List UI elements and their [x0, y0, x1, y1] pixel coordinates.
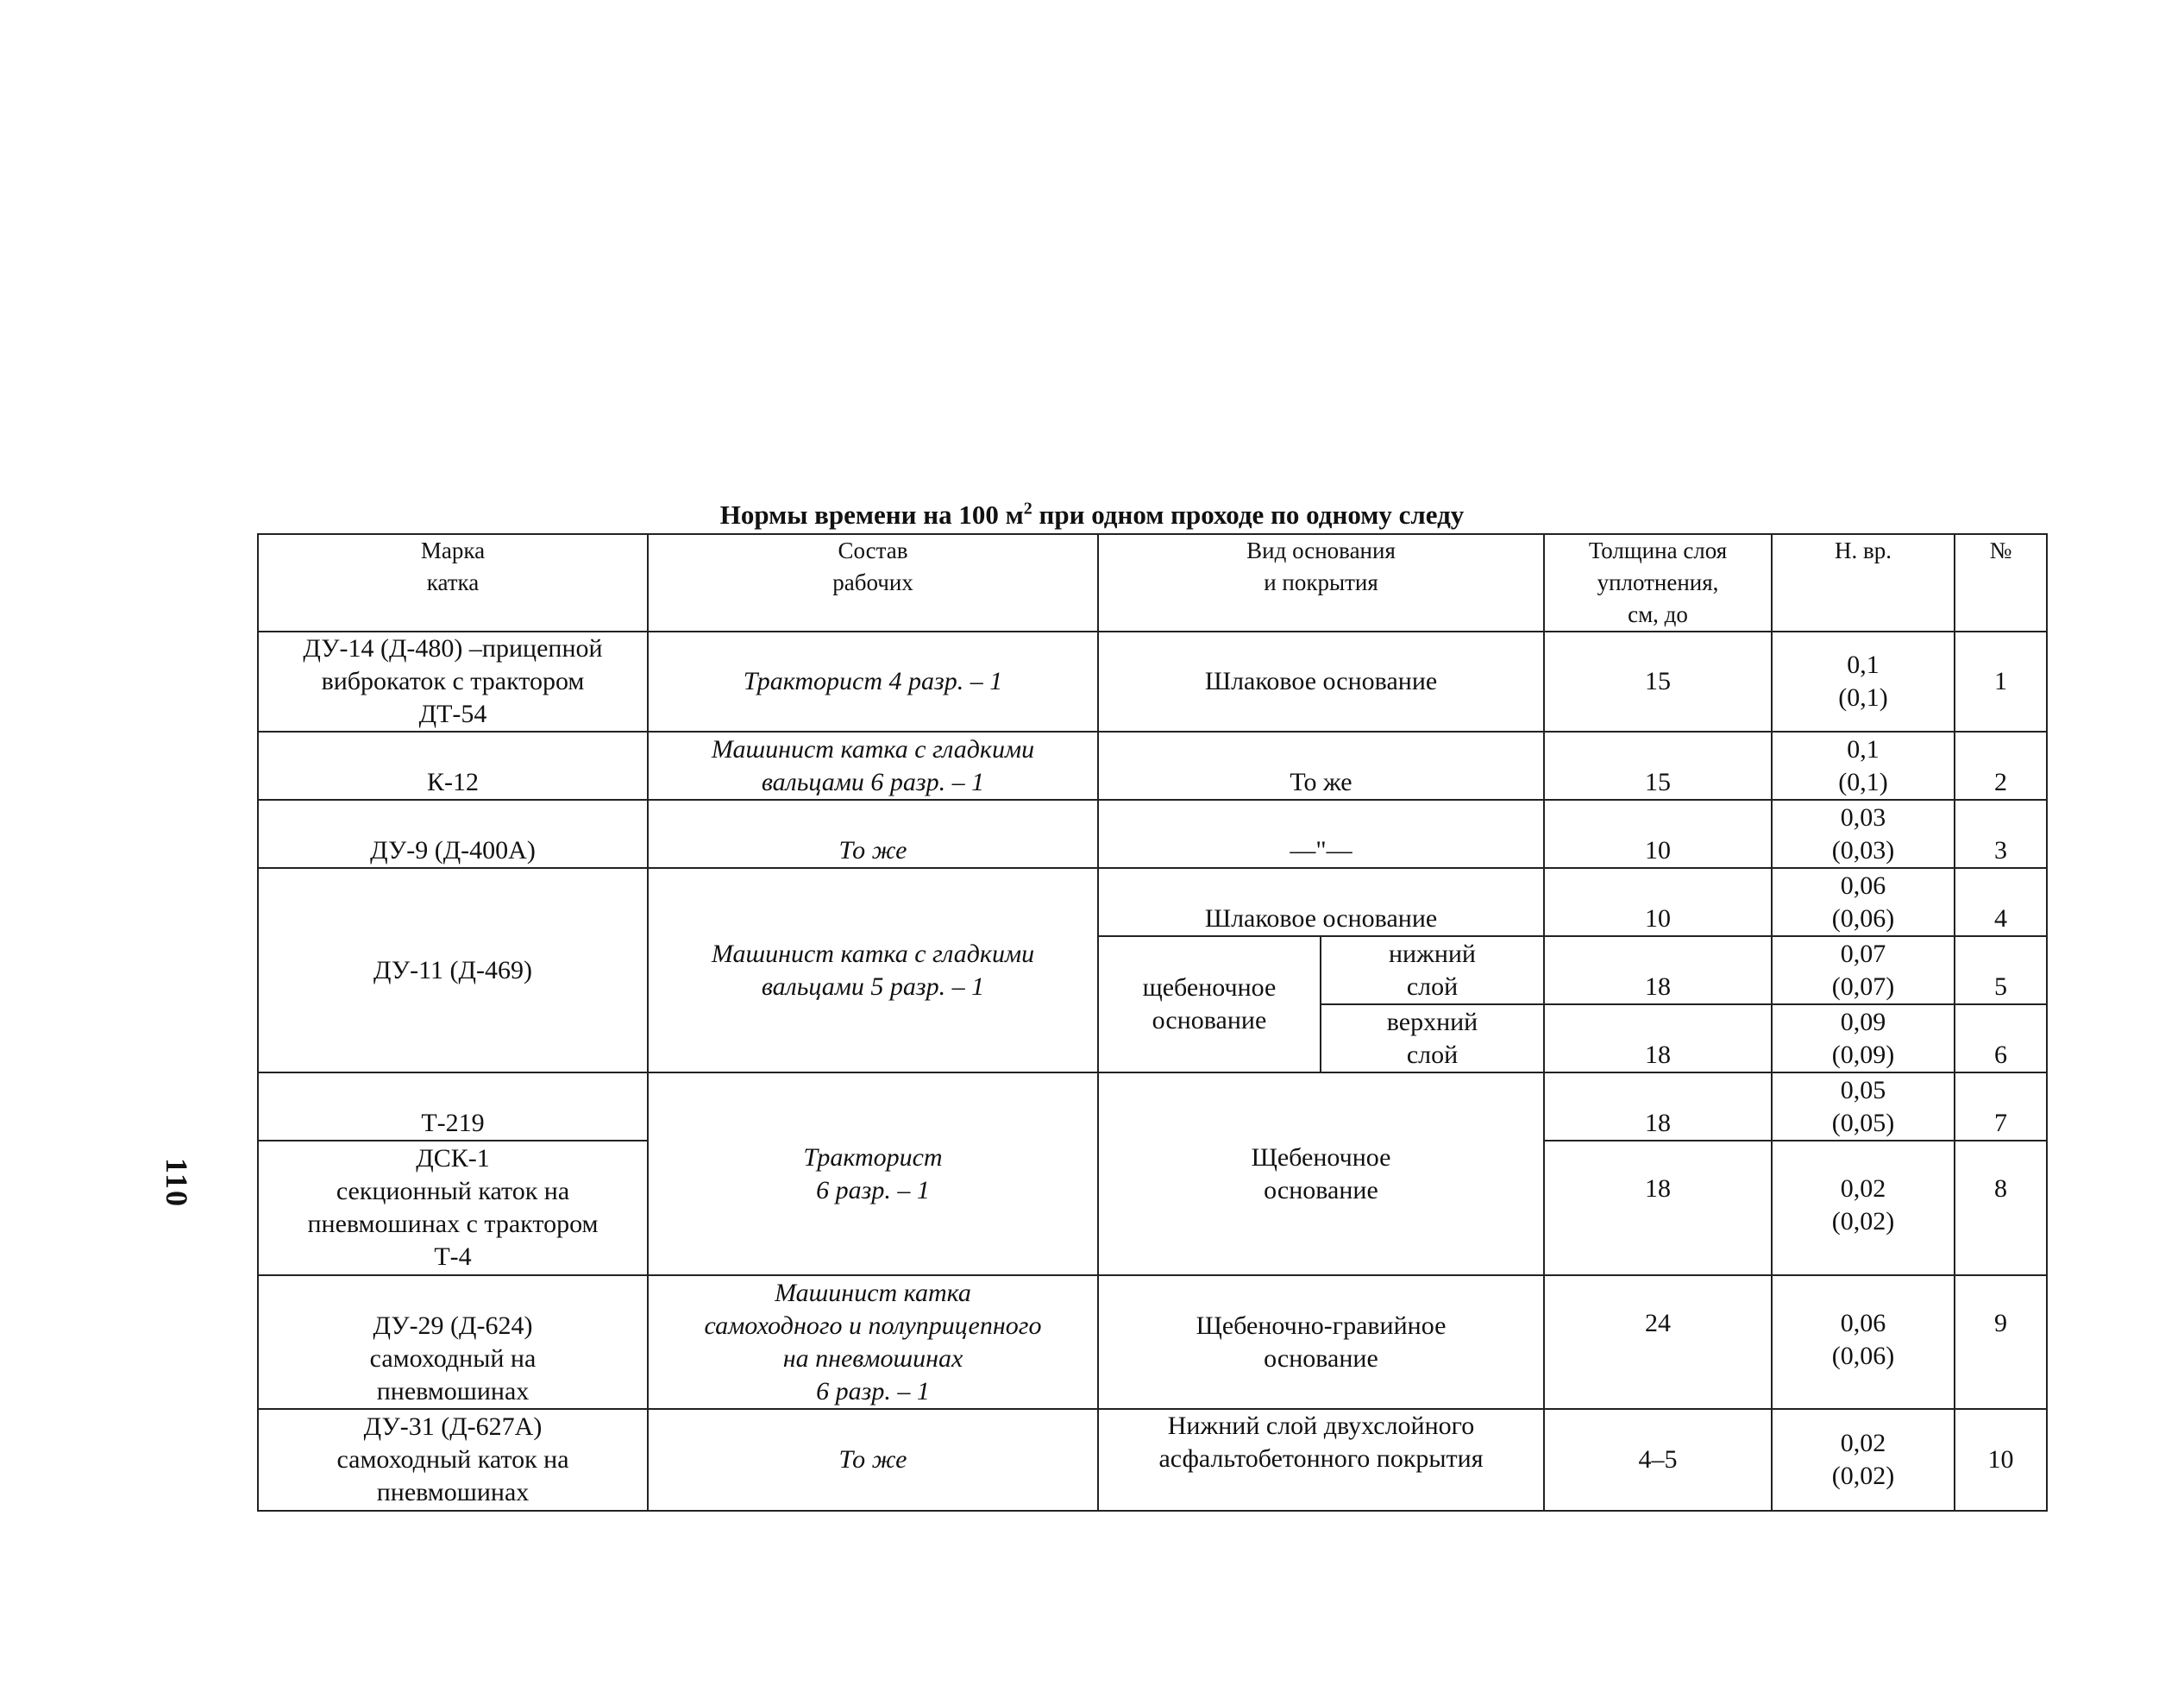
cell-crew: Машинист катка с гладкими вальцами 6 разр. – 1	[648, 732, 1098, 800]
table-row	[258, 1072, 2047, 1141]
cell-norm: 0,07 (0,07)	[1772, 936, 1955, 1004]
cell-base: То же	[1098, 732, 1544, 800]
cell-crew: Тракторист 6 разр. – 1	[648, 1072, 1098, 1275]
table-title	[0, 499, 2184, 531]
cell-num: 7	[1955, 1072, 2047, 1141]
cell-thickness: 15	[1544, 732, 1772, 800]
cell-brand: ДСК-1 секционный каток на пневмошинах с трактором Т-4	[258, 1141, 648, 1275]
table-row	[258, 1409, 2047, 1511]
table-row	[258, 632, 2047, 732]
cell-brand: К-12	[258, 732, 648, 800]
cell-num: 1	[1955, 632, 2047, 732]
cell-num: 3	[1955, 800, 2047, 868]
cell-norm: 0,05 (0,05)	[1772, 1072, 1955, 1141]
cell-num: 10	[1955, 1409, 2047, 1511]
cell-norm: 0,02 (0,02)	[1772, 1409, 1955, 1511]
cell-thickness: 18	[1544, 1004, 1772, 1072]
cell-base: Щебеночное основание	[1098, 1072, 1544, 1275]
cell-crew: То же	[648, 1409, 1098, 1511]
table-row	[258, 800, 2047, 868]
cell-thickness: 18	[1544, 1072, 1772, 1141]
cell-brand: ДУ-29 (Д-624) самоходный на пневмошинах	[258, 1275, 648, 1409]
cell-brand: ДУ-31 (Д-627А) самоходный каток на пневмошинах	[258, 1409, 648, 1511]
cell-brand: ДУ-11 (Д-469)	[258, 868, 648, 1072]
cell-base: Щебеночно-гравийное основание	[1098, 1275, 1544, 1409]
cell-num: 5	[1955, 936, 2047, 1004]
header-brand: Марка катка	[258, 534, 648, 632]
cell-crew: Машинист катка с гладкими вальцами 5 разр. – 1	[648, 868, 1098, 1072]
cell-thickness: 18	[1544, 936, 1772, 1004]
cell-brand: ДУ-9 (Д-400А)	[258, 800, 648, 868]
cell-num: 4	[1955, 868, 2047, 936]
table-row	[258, 1275, 2047, 1409]
header-row	[258, 534, 2047, 632]
cell-norm: 0,1 (0,1)	[1772, 732, 1955, 800]
cell-base: —"—	[1098, 800, 1544, 868]
cell-num: 9	[1955, 1275, 2047, 1409]
cell-base: верхний слой	[1321, 1004, 1544, 1072]
cell-base: Шлаковое основание	[1098, 868, 1544, 936]
header-norm: Н. вр.	[1772, 534, 1955, 632]
header-num: №	[1955, 534, 2047, 632]
cell-brand: ДУ-14 (Д-480) –прицепной виброкаток с трактором ДТ-54	[258, 632, 648, 732]
title-superscript: 2	[1023, 499, 1032, 519]
page-number: 110	[160, 1158, 194, 1209]
table-row	[258, 732, 2047, 800]
title-text-suffix: при одном проходе по одному следу	[1032, 500, 1465, 530]
cell-norm: 0,1 (0,1)	[1772, 632, 1955, 732]
cell-thickness: 10	[1544, 800, 1772, 868]
cell-norm: 0,09 (0,09)	[1772, 1004, 1955, 1072]
cell-norm: 0,06 (0,06)	[1772, 1275, 1955, 1409]
cell-brand: Т-219	[258, 1072, 648, 1141]
header-thickness: Толщина слоя уплотнения, см, до	[1544, 534, 1772, 632]
cell-crew: Машинист катка самоходного и полуприцепного на пневмошинах 6 разр. – 1	[648, 1275, 1098, 1409]
cell-crew: То же	[648, 800, 1098, 868]
table-row	[258, 868, 2047, 936]
cell-thickness: 15	[1544, 632, 1772, 732]
cell-norm: 0,06 (0,06)	[1772, 868, 1955, 936]
cell-base-group: щебеночное основание	[1098, 936, 1321, 1072]
cell-base: Шлаковое основание	[1098, 632, 1544, 732]
cell-num: 6	[1955, 1004, 2047, 1072]
cell-base: нижний слой	[1321, 936, 1544, 1004]
cell-norm: 0,03 (0,03)	[1772, 800, 1955, 868]
cell-num: 8	[1955, 1141, 2047, 1275]
cell-base: Нижний слой двухслойного асфальтобетонного покрытия	[1098, 1409, 1544, 1511]
norms-table	[257, 533, 2048, 1512]
cell-num: 2	[1955, 732, 2047, 800]
header-crew: Состав рабочих	[648, 534, 1098, 632]
cell-thickness: 24	[1544, 1275, 1772, 1409]
cell-thickness: 4–5	[1544, 1409, 1772, 1511]
title-text: Нормы времени на 100 м	[719, 500, 1024, 530]
cell-thickness: 10	[1544, 868, 1772, 936]
cell-norm: 0,02 (0,02)	[1772, 1141, 1955, 1275]
cell-thickness: 18	[1544, 1141, 1772, 1275]
header-base: Вид основания и покрытия	[1098, 534, 1544, 632]
cell-crew: Тракторист 4 разр. – 1	[648, 632, 1098, 732]
